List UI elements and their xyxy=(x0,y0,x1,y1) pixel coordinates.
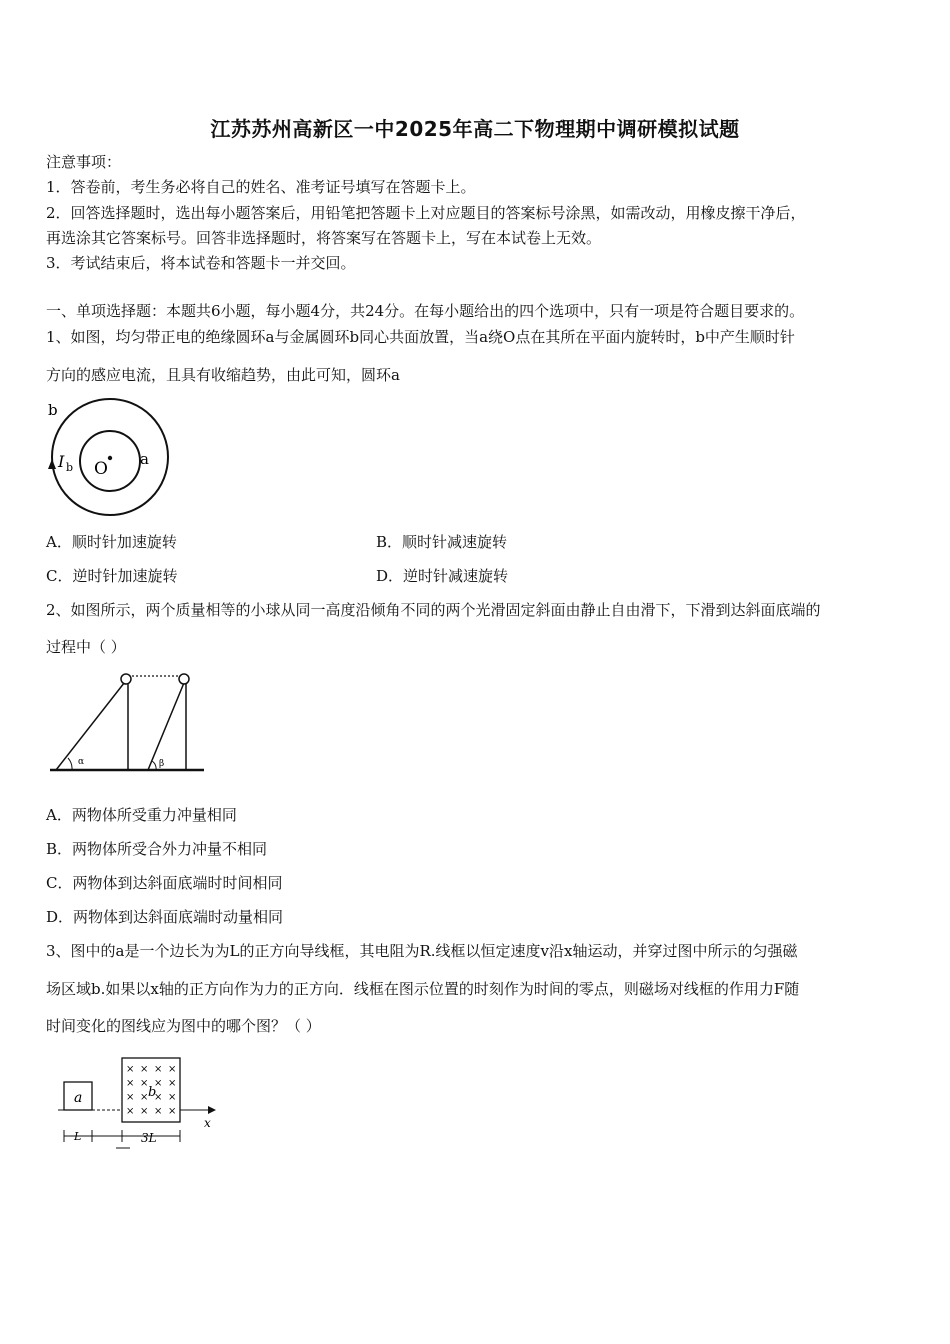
label-l: L xyxy=(74,1130,82,1143)
question-2-figure xyxy=(48,670,208,776)
angle-arc-beta xyxy=(152,761,156,770)
question-1-text-cont: 方向的感应电流，且具有收缩趋势，由此可知，圆环a xyxy=(46,366,400,384)
cross: × xyxy=(168,1092,177,1103)
x-axis-arrow-icon xyxy=(208,1106,216,1114)
label-a: a xyxy=(74,1090,83,1106)
question-3-text-cont: 场区域b.如果以x轴的正方向作为力的正方向．线框在图示位置的时刻作为时间的零点，则磁场对线框的作用力F随 xyxy=(46,980,800,998)
section-heading: 一、单项选择题：本题共6小题，每小题4分，共24分。在每小题给出的四个选项中，只有一项是符合题目要求的。 xyxy=(46,302,805,320)
notice-item: 1．答卷前，考生务必将自己的姓名、准考证号填写在答题卡上。 xyxy=(46,178,476,196)
cross: × xyxy=(126,1106,135,1117)
label-a: a xyxy=(140,450,149,468)
label-o: O xyxy=(94,459,108,479)
label-3l: 3L xyxy=(141,1131,157,1145)
cross: × xyxy=(154,1092,163,1103)
question-1-text: 1、如图，均匀带正电的绝缘圆环a与金属圆环b同心共面放置，当a绕O点在其所在平面内旋转时，b中产生顺时针 xyxy=(46,328,795,346)
q1-option-a[interactable]: A．顺时针加速旋转 xyxy=(46,533,177,551)
ball-2 xyxy=(179,674,189,684)
ring-a xyxy=(80,431,140,491)
label-alpha: α xyxy=(78,757,85,767)
q1-option-b[interactable]: B．顺时针减速旋转 xyxy=(376,533,508,551)
incline-2 xyxy=(148,678,186,770)
angle-arc-alpha xyxy=(68,758,72,770)
cross: × xyxy=(168,1078,177,1089)
cross: × xyxy=(140,1092,149,1103)
q1-option-c[interactable]: C．逆时针加速旋转 xyxy=(46,567,178,585)
incline-1 xyxy=(56,678,128,770)
label-current-sub: b xyxy=(66,461,74,474)
notice-item: 再选涂其它答案标号。回答非选择题时，将答案写在答题卡上，写在本试卷上无效。 xyxy=(46,229,602,247)
q1-option-d[interactable]: D．逆时针减速旋转 xyxy=(376,567,509,585)
notice-heading: 注意事项： xyxy=(46,153,122,171)
center-point-o xyxy=(108,456,112,460)
question-3-text-cont2: 时间变化的图线应为图中的哪个图？（ ） xyxy=(46,1017,321,1035)
label-x: x xyxy=(204,1116,211,1130)
question-3-text: 3、图中的a是一个边长为为L的正方向导线框，其电阻为R.线框以恒定速度v沿x轴运动，并穿过图中所示的匀强磁 xyxy=(46,942,798,960)
question-1-figure xyxy=(44,395,174,515)
question-2-text: 2、如图所示，两个质量相等的小球从同一高度沿倾角不同的两个光滑固定斜面由静止自由滑下，下滑到达斜面底端的 xyxy=(46,601,821,619)
notice-item: 2．回答选择题时，选出每小题答案后，用铅笔把答题卡上对应题目的答案标号涂黑，如需改动，用橡皮擦干净后， xyxy=(46,204,806,222)
q2-option-d[interactable]: D．两物体到达斜面底端时动量相同 xyxy=(46,908,284,926)
label-b: b xyxy=(48,401,58,419)
label-b: b xyxy=(148,1085,157,1100)
q2-option-b[interactable]: B．两物体所受合外力冲量不相同 xyxy=(46,840,268,858)
ball-1 xyxy=(121,674,131,684)
notice-item: 3．考试结束后，将本试卷和答题卡一并交回。 xyxy=(46,254,356,272)
current-arrow-icon xyxy=(48,459,56,469)
page-title: 江苏苏州高新区一中2025年高二下物理期中调研模拟试题 xyxy=(210,117,740,141)
cross: × xyxy=(168,1106,177,1117)
cross: × xyxy=(154,1064,163,1075)
cross: × xyxy=(154,1106,163,1117)
cross: × xyxy=(140,1106,149,1117)
cross: × xyxy=(126,1092,135,1103)
label-current: I xyxy=(58,452,65,471)
q2-option-a[interactable]: A．两物体所受重力冲量相同 xyxy=(46,806,237,824)
label-beta: β xyxy=(159,759,165,769)
cross: × xyxy=(126,1078,135,1089)
question-3-figure xyxy=(58,1054,218,1150)
cross: × xyxy=(140,1064,149,1075)
cross: × xyxy=(126,1064,135,1075)
question-2-text-cont: 过程中（ ） xyxy=(46,638,126,656)
cross: × xyxy=(140,1078,149,1089)
cross: × xyxy=(154,1078,163,1089)
cross: × xyxy=(168,1064,177,1075)
q2-option-c[interactable]: C．两物体到达斜面底端时时间相同 xyxy=(46,874,283,892)
